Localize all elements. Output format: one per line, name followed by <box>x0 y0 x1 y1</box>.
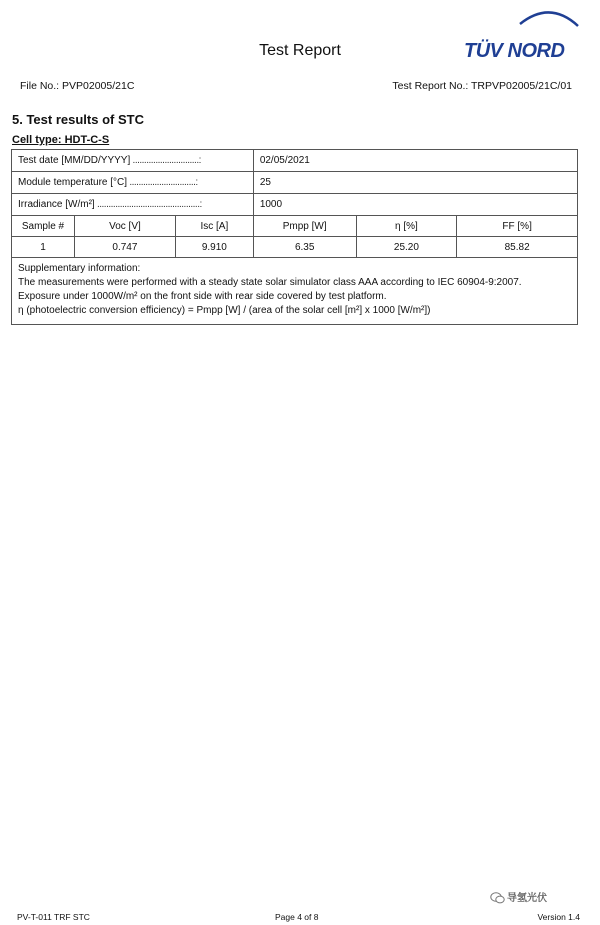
column-header: η [%] <box>356 216 457 237</box>
supplementary-row <box>12 258 578 325</box>
footer-version: Version 1.4 <box>537 912 580 922</box>
condition-label-text: Test date [MM/DD/YYYY] <box>18 155 131 166</box>
cell-type: Cell type: HDT-C-S <box>12 134 110 146</box>
condition-dots: .............................: <box>127 177 198 188</box>
condition-dots: .............................................: <box>94 199 202 210</box>
stc-results-table <box>11 149 578 325</box>
table-row <box>12 237 578 258</box>
condition-value: 1000 <box>253 194 577 216</box>
section-title: 5. Test results of STC <box>12 112 144 127</box>
watermark-text: 导氢光伏 <box>507 893 547 904</box>
condition-dots: .............................: <box>130 155 201 166</box>
column-header: Pmpp [W] <box>253 216 356 237</box>
column-header: Voc [V] <box>74 216 175 237</box>
supplementary-line: Exposure under 1000W/m² on the front side with rear side covered by test platform. <box>18 291 387 302</box>
supplementary-info <box>12 258 578 325</box>
condition-label <box>12 150 254 172</box>
condition-row <box>12 172 578 194</box>
table-cell: 25.20 <box>356 237 457 258</box>
results-header-row <box>12 216 578 237</box>
logo-text: TÜV NORD <box>464 40 565 62</box>
tuv-nord-logo <box>462 6 582 66</box>
column-header: Isc [A] <box>175 216 253 237</box>
footer-form-id: PV-T-011 TRF STC <box>17 912 90 922</box>
supplementary-line: η (photoelectric conversion efficiency) = Pmpp [W] / (area of the solar cell [m²] x 1000 [W/m²]) <box>18 305 431 316</box>
table-cell: 85.82 <box>457 237 578 258</box>
condition-label <box>12 194 254 216</box>
condition-value: 02/05/2021 <box>253 150 577 172</box>
file-number: File No.: PVP02005/21C <box>20 80 135 92</box>
table-cell: 0.747 <box>74 237 175 258</box>
watermark <box>490 889 547 904</box>
table-cell: 1 <box>12 237 75 258</box>
column-header: FF [%] <box>457 216 578 237</box>
table-cell: 9.910 <box>175 237 253 258</box>
wechat-icon <box>490 892 505 904</box>
condition-value: 25 <box>253 172 577 194</box>
condition-label-text: Irradiance [W/m²] <box>18 199 95 210</box>
condition-row <box>12 150 578 172</box>
column-header: Sample # <box>12 216 75 237</box>
document-title: Test Report <box>259 42 341 59</box>
test-report-number: Test Report No.: TRPVP02005/21C/01 <box>392 80 572 92</box>
condition-label <box>12 172 254 194</box>
supplementary-heading: Supplementary information: <box>18 263 141 274</box>
supplementary-line: The measurements were performed with a steady state solar simulator class AAA according to IEC 60904-9:2007. <box>18 277 522 288</box>
condition-label-text: Module temperature [°C] <box>18 177 128 188</box>
condition-row <box>12 194 578 216</box>
footer-page-number: Page 4 of 8 <box>275 912 319 922</box>
table-cell: 6.35 <box>253 237 356 258</box>
